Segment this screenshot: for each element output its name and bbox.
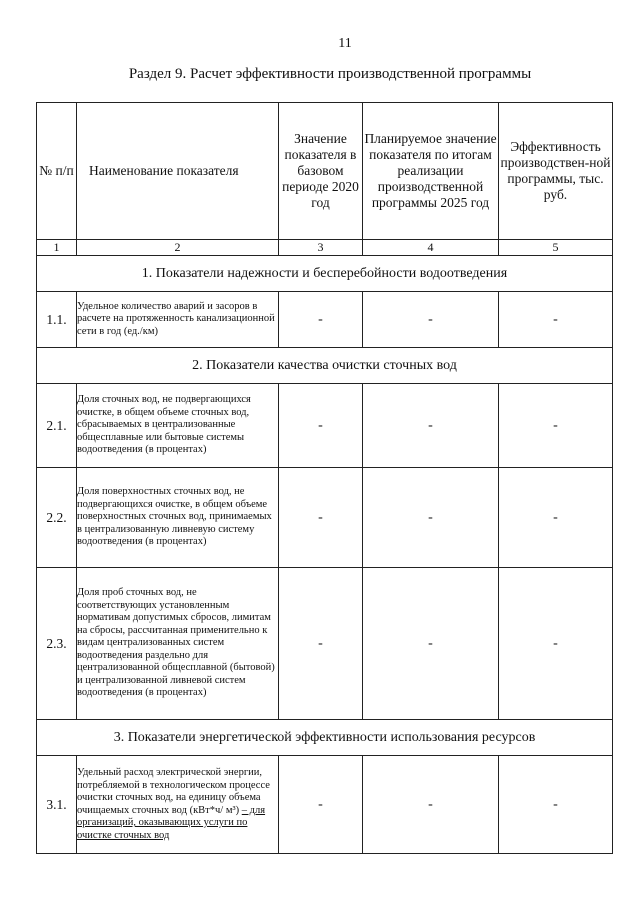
indicator-name: Удельное количество аварий и засоров в расчете на протяженность канализационной сети в год (ед./км) [77, 292, 279, 348]
planned-value: - [363, 756, 499, 854]
column-number: 4 [363, 240, 499, 256]
efficiency-table [36, 102, 613, 854]
efficiency-value: - [499, 384, 613, 468]
header-efficiency: Эффективность производствен-ной программы, тыс. руб. [499, 103, 613, 240]
efficiency-value: - [499, 756, 613, 854]
base-value: - [279, 568, 363, 720]
header-base-value: Значение показателя в базовом периоде 2020 год [279, 103, 363, 240]
planned-value: - [363, 568, 499, 720]
planned-value: - [363, 292, 499, 348]
group-title: 3. Показатели энергетической эффективности использования ресурсов [37, 720, 613, 756]
base-value: - [279, 292, 363, 348]
section-title: Раздел 9. Расчет эффективности производственной программы [128, 66, 532, 82]
column-number: 3 [279, 240, 363, 256]
page-number: 11 [338, 36, 352, 51]
header-number: № п/п [37, 103, 77, 240]
row-number: 3.1. [37, 756, 77, 854]
column-number: 2 [77, 240, 279, 256]
table-row [37, 568, 613, 720]
row-number: 2.2. [37, 468, 77, 568]
group-row [37, 256, 613, 292]
indicator-name-main: Удельный расход электрической энергии, потребляемой в технологическом процессе очистки сточных вод, на единицу объема очищаемых сточных вод (кВт*ч/ м³) [77, 767, 270, 816]
column-numbers-row [37, 240, 613, 256]
efficiency-value: - [499, 568, 613, 720]
table-row [37, 468, 613, 568]
row-number: 2.3. [37, 568, 77, 720]
header-indicator-name: Наименование показателя [77, 103, 279, 240]
efficiency-value: - [499, 292, 613, 348]
column-number: 5 [499, 240, 613, 256]
efficiency-value: - [499, 468, 613, 568]
indicator-name: Доля проб сточных вод, не соответствующих установленным нормативам допустимых сбросов, лимитам на сбросы, рассчитанная применительно к видам централизованных систем водоотведения раздельно для централизованной общесплавной (бытовой) и централизованной ливневой систем водоотведения (в процентах) [77, 568, 279, 720]
base-value: - [279, 468, 363, 568]
column-number: 1 [37, 240, 77, 256]
group-row [37, 720, 613, 756]
table-row [37, 292, 613, 348]
indicator-name [77, 756, 279, 854]
row-number: 2.1. [37, 384, 77, 468]
indicator-name-note: – для организаций, оказывающих услуги по очистке сточных вод [77, 804, 266, 841]
planned-value: - [363, 384, 499, 468]
table-header-row [37, 103, 613, 240]
base-value: - [279, 384, 363, 468]
indicator-name: Доля поверхностных сточных вод, не подвергающихся очистке, в общем объеме поверхностных сточных вод, принимаемых в централизованную ливневую систему водоотведения (в процентах) [77, 468, 279, 568]
header-planned-value: Планируемое значение показателя по итогам реализации производственной программы 2025 год [363, 103, 499, 240]
table-row [37, 384, 613, 468]
row-number: 1.1. [37, 292, 77, 348]
group-title: 2. Показатели качества очистки сточных вод [37, 348, 613, 384]
table-row [37, 756, 613, 854]
group-title: 1. Показатели надежности и бесперебойности водоотведения [37, 256, 613, 292]
indicator-name: Доля сточных вод, не подвергающихся очистке, в общем объеме сточных вод, сбрасываемых в централизованные общесплавные или бытовые системы водоотведения (в процентах) [77, 384, 279, 468]
base-value: - [279, 756, 363, 854]
planned-value: - [363, 468, 499, 568]
group-row [37, 348, 613, 384]
